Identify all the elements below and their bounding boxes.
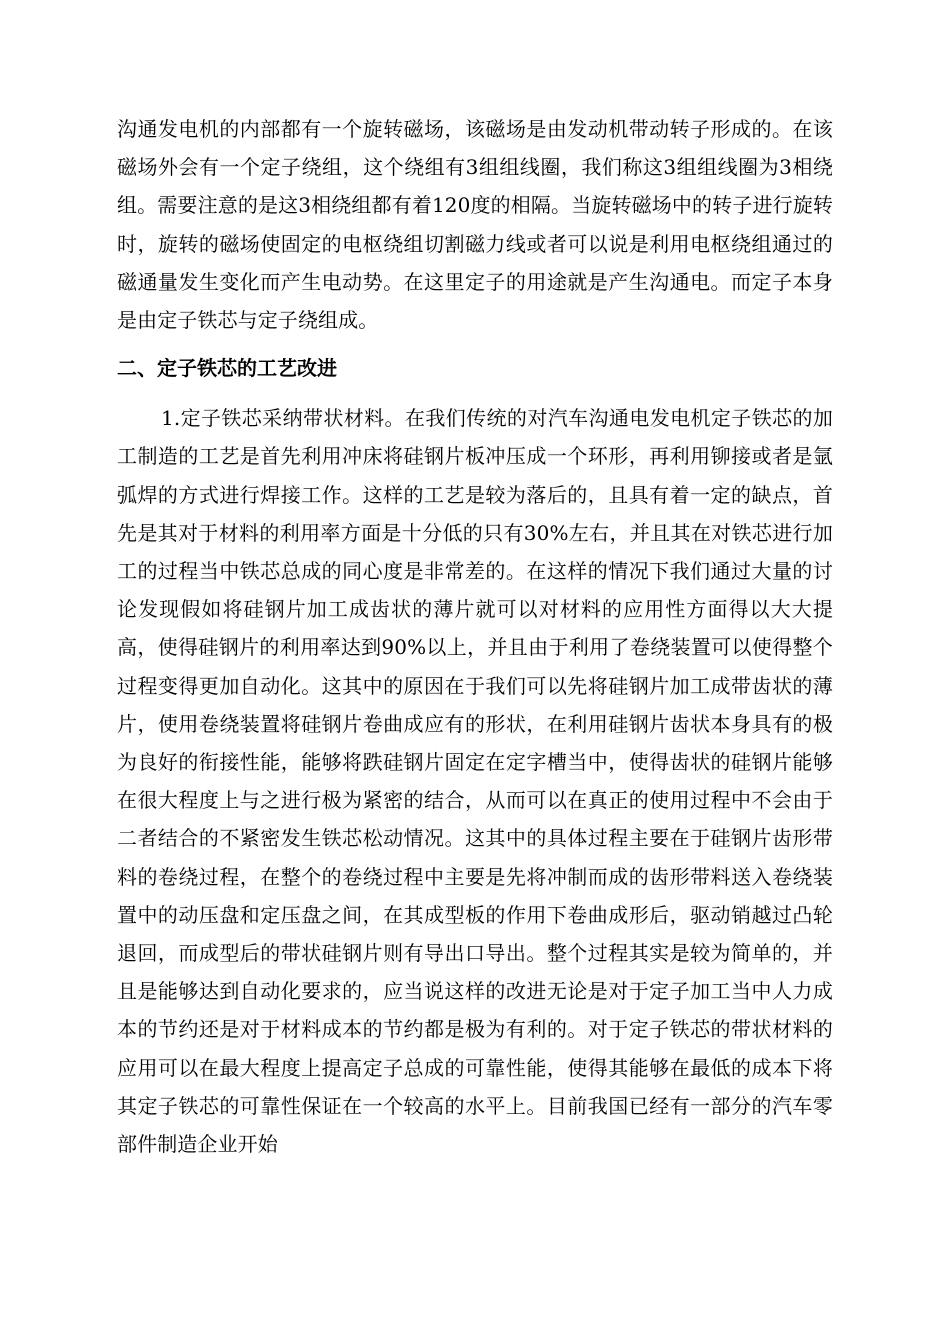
body-paragraph-1: 沟通发电机的内部都有一个旋转磁场，该磁场是由发动机带动转子形成的。在该磁场外会有一个定子绕组，这个绕组有3组组线圈，我们称这3组组线圈为3相绕组。需要注意的是这3相绕组都有着120度的相隔。当旋转磁场中的转子进行旋转时，旋转的磁场使固定的电枢绕组切割磁力线或者可以说是利用电枢绕组通过的磁通量发生变化而产生电动势。在这里定子的用途就是产生沟通电。而定子本身是由定子铁芯与定子绕组成。 — [117, 117, 833, 333]
section-heading: 二、定子铁芯的工艺改进 — [117, 356, 337, 381]
body-paragraph-2: 1.定子铁芯采纳带状材料。在我们传统的对汽车沟通电发电机定子铁芯的加工制造的工艺是首先利用冲床将硅钢片板冲压成一个环形，再利用铆接或者是氩弧焊的方式进行焊接工作。这样的工艺是较为落后的，且具有着一定的缺点，首先是其对于材料的利用率方面是十分低的只有30%左右，并且其在对铁芯进行加工的过程当中铁芯总成的同心度是非常差的。在这样的情况下我们通过大量的讨论发现假如将硅钢片加工成齿状的薄片就可以对材料的应用性方面得以大大提高，使得硅钢片的利用率达到90%以上，并且由于利用了卷绕装置可以使得整个过程变得更加自动化。这其中的原因在于我们可以先将硅钢片加工成带齿状的薄片，使用卷绕装置将硅钢片卷曲成应有的形状，在利用硅钢片齿状本身具有的极为良好的衔接性能，能够将跌硅钢片固定在定字槽当中，使得齿状的硅钢片能够在很大程度上与之进行极为紧密的结合，从而可以在真正的使用过程中不会由于二者结合的不紧密发生铁芯松动情况。这其中的具体过程主要在于硅钢片齿形带料的卷绕过程，在整个的卷绕过程中主要是先将冲制而成的齿形带料送入卷绕装置中的动压盘和定压盘之间，在其成型板的作用下卷曲成形后，驱动销越过凸轮退回，而成型后的带状硅钢片则有导出口导出。整个过程其实是较为简单的，并且是能够达到自动化要求的，应当说这样的改进无论是对于定子加工当中人力成本的节约还是对于材料成本的节约都是极为有利的。对于定子铁芯的带状材料的应用可以在最大程度上提高定子总成的可靠性能，使得其能够在最低的成本下将其定子铁芯的可靠性保证在一个较高的水平上。目前我国已经有一部分的汽车零部件制造企业开始 — [117, 406, 833, 1157]
document-page — [117, 110, 833, 1163]
